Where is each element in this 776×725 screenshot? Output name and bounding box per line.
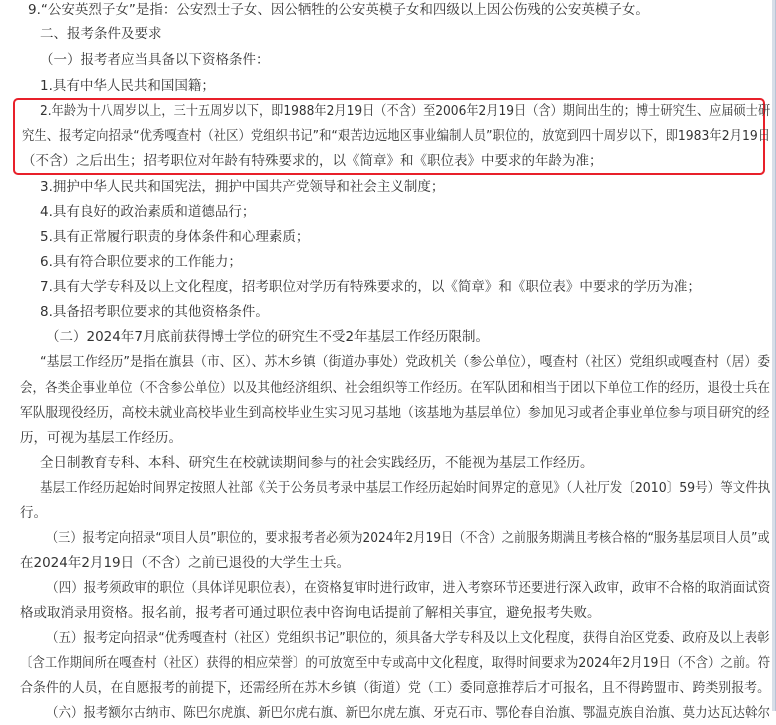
subsection-4-line-1: （四）报考须政审的职位（具体详见职位表），在资格复审时进行政审，进入考察环节还要进行深入政审，政审不合格的取消面试资: [46, 580, 771, 596]
subsection-heading-2: （二）2024年7月底前获得博士学位的研究生不受2年基层工作经历限制。: [46, 329, 490, 345]
condition-item-7: 7.具有大学专科及以上文化程度，招考职位对学历有特殊要求的，以《简章》和《职位表》中要求的学历为准；: [40, 279, 701, 295]
condition-item-2-line-3: （不含）之后出生；招考职位对年龄有特殊要求的，以《简章》和《职位表》中要求的年龄为准；: [22, 153, 603, 169]
grassroots-definition-line-4: 历，可视为基层工作经历。: [20, 430, 182, 446]
condition-item-2-line-2: 究生、报考定向招录“优秀嘎查村（社区）党组织书记”和“艰苦边远地区事业编制人员”职位的，放宽到四十周岁以下，即1983年2月19日: [22, 128, 771, 144]
subsection-5-line-1: （五）报考定向招录“优秀嘎查村（社区）党组织书记”职位的，须具备大学专科及以上文化程度，获得自治区党委、政府及以上表彰: [46, 630, 770, 646]
page-right-edge: [772, 0, 775, 711]
condition-item-5: 5.具有正常履行职责的身体条件和心理素质；: [40, 229, 310, 245]
start-time-definition-line-2: 行。: [20, 505, 47, 521]
subsection-5-line-3: 合条件的人员，在自愿报考的前提下，还需经所在苏木乡镇（街道）党（工）委同意推荐后才可报名，且不得跨盟市、跨类别报考。: [20, 680, 771, 696]
grassroots-definition-line-3: 军队服现役经历，高校未就业高校毕业生到高校毕业生实习见习基地（该基地为基层单位）参加见习或者企事业单位参与项目研究的经: [20, 405, 770, 421]
start-time-definition-line-1: 基层工作经历起始时间界定按照人社部《关于公务员考录中基层工作经历起始时间界定的意见》（人社厅发〔2010〕59号）等文件执: [40, 480, 771, 496]
subsection-6-line-1: （六）报考额尔古纳市、陈巴尔虎旗、新巴尔虎右旗、新巴尔虎左旗、牙克石市、鄂伦春自治旗、鄂温克族自治旗、莫力达瓦达斡尔: [46, 705, 770, 721]
grassroots-definition-line-1: “基层工作经历”是指在旗县（市、区）、苏木乡镇（街道办事处）党政机关（参公单位），嘎查村（社区）党组织或嘎查村（居）委: [40, 354, 771, 370]
condition-item-6: 6.具有符合职位要求的工作能力；: [40, 254, 242, 270]
subsection-5-line-2: 〔含工作期间所在嘎查村（社区）获得的相应荣誉〕的可放宽至中专或高中文化程度，取得时间要求为2024年2月19日（不含）之前。符: [20, 655, 771, 671]
subsection-3-line-2: 在2024年2月19日（不含）之前已退役的大学生士兵。: [20, 555, 351, 571]
subsection-heading-1: （一）报考者应当具备以下资格条件：: [40, 52, 270, 68]
fulltime-education-note: 全日制教育专科、本科、研究生在校就读期间参与的社会实践经历，不能视为基层工作经历。: [40, 455, 594, 471]
condition-item-8: 8.具备招考职位要求的其他资格条件。: [40, 304, 269, 320]
condition-item-3: 3.拥护中华人民共和国宪法，拥护中国共产党领导和社会主义制度；: [40, 179, 445, 195]
subsection-4-line-2: 格或取消录用资格。报名前，报考者可通过职位表中咨询电话提前了解相关事宜，避免报考失败。: [20, 605, 601, 621]
section-heading-requirements: 二、报考条件及要求: [40, 26, 162, 42]
condition-item-1: 1.具有中华人民共和国国籍；: [40, 78, 215, 94]
condition-item-2-line-1: 2.年龄为十八周岁以上，三十五周岁以下，即1988年2月19日（不含）至2006年2月19日（含）期间出生的；博士研究生、应届硕士研: [40, 103, 771, 119]
subsection-3-line-1: （三）报考定向招录“项目人员”职位的，要求报考者必须为2024年2月19日（不含）之前服务期满且考核合格的“服务基层项目人员”或: [46, 530, 770, 546]
grassroots-definition-line-2: 会，各类企事业单位（不含参公单位）以及其他经济组织、社会组织等工作经历。在军队团和相当于团以下单位工作的经历，退役士兵在: [20, 380, 770, 396]
paragraph-item-9: 9.“公安英烈子女”是指：公安烈士子女、因公牺牲的公安英模子女和四级以上因公伤残的公安英模子女。: [28, 2, 649, 18]
condition-item-4: 4.具有良好的政治素质和道德品行；: [40, 204, 256, 220]
